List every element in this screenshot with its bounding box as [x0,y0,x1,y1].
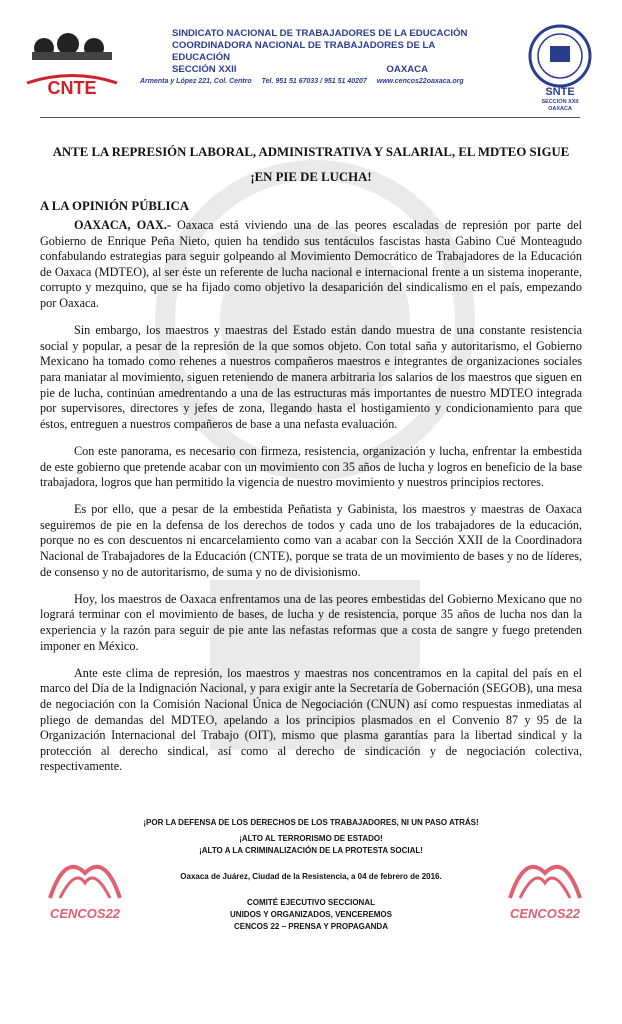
paragraph-6: Ante este clima de represión, los maestros y maestras nos concentramos en la capital del país en el marco del Día de la Indignación Nacional, y para exigir ante la Secretaría de Gobernación (SEGOB), una mesa de negociación con la Comisión Nacional Única de Negociación (CNUN) así como respuestas inmediatas al pliego de demandas del MDTEO, apelando a los principios plasmados en el Convenio 87 y 95 de la Organización Internacional del Trabajo (OIT), mismo que plasma garantías para la libertad sindical y la protección al derecho sindical, así como al derecho de sindicación y de negociación colectiva, respectivamente. [40,665,582,774]
snte-seal-state: OAXACA [548,106,572,112]
paragraph-2: Sin embargo, los maestros y maestras del Estado están dando muestra de una constante resistencia social y popular, a pesar de la represión de la que somos objeto. Con total saña y autoritarismo, el Gobierno Mexicano ha tomado como rehenes a nuestros compañeros maestros e integrantes de organizaciones sociales para maniatar al movimiento, siguen reteniendo de manera arbitraria los salarios de los maestros que siguen en pie de lucha, continúan amedrentando a una de las estructuras más importantes de nuestro MDTEO integrada por supervisores, directores y jefes de zona, llegando hasta el hostigamiento y condicionamiento para que éstos, entreguen a nuestros compañeros de base a una nefasta evaluación. [40,323,582,431]
section-line [172,64,428,76]
cencos-logo-right [490,848,600,928]
place-date: Oaxaca de Juárez, Ciudad de la Resistencia, a 04 de febrero de 2016. [180,872,442,881]
section-state: OAXACA [386,64,428,75]
signature-committee: COMITÉ EJECUTIVO SECCIONAL [246,898,375,907]
slogan-2: ¡ALTO AL TERRORISMO DE ESTADO! [239,834,383,843]
cnte-logo-text: CNTE [47,78,97,98]
paragraph-4: Es por ello, que a pesar de la embestida Peñatista y Gabinista, los maestros y maestras de Oaxaca seguiremos de pie en la defensa de los derechos de todos y cada uno de los trabajadores de la educación, porque no es con descuentos ni encarcelamiento como van a acabar con la Sección XXII de la Coordinadora Nacional de Trabajadores de la Educación (CNTE), porque se trata de un movimiento de bases y no de líderes, de consenso y no de autoritarismo, de suma y no de divisionismo. [40,502,582,579]
footer [0,818,622,1018]
snte-seal-text: SNTE [545,86,575,98]
slogan-3: ¡ALTO A LA CRIMINALIZACIÓN DE LA PROTESTA SOCIAL! [199,846,423,855]
coordinator-name: COORDINADORA NACIONAL DE TRABAJADORES DE LA EDUCACIÓN [172,40,435,63]
phone: Tel. 951 51 67033 / 951 51 40207 [261,78,367,85]
paragraph-1 [40,218,582,312]
salutation: A LA OPINIÓN PÚBLICA [40,199,189,213]
contact-line [140,78,510,85]
paragraph-1-text: Oaxaca está viviendo una de las peores escaladas de represión por parte del Gobierno de Enrique Peña Nieto, quien ha tendido sus tentáculos fascistas hasta Gabino Cué Monteagudo confabulando estrategias para seguir golpeando al Movimiento Democrático de Trabajadores de la Educación de Oaxaca (MDTEO), al ser éste un referente de lucha nacional e internacional frente a un sistema inoperante, corrupto y mezquino, que se ha fijado como objetivo la desaparición del sindicalismo en el país, empezando por Oaxaca. [40,218,582,310]
section-number: SECCIÓN XXII [172,64,237,75]
signature-motto: UNIDOS Y ORGANIZADOS, VENCEREMOS [230,910,392,919]
header-rule [40,117,580,118]
website: www.cencos22oaxaca.org [376,78,464,85]
headline: ANTE LA REPRESIÓN LABORAL, ADMINISTRATIVA Y SALARIAL, EL MDTEO SIGUE [52,145,570,159]
signature-press: CENCOS 22 – PRENSA Y PROPAGANDA [234,922,388,931]
paragraph-5: Hoy, los maestros de Oaxaca enfrentamos una de las peores embestidas del Gobierno Mexicano que no logrará terminar con el movimiento de bases, de lucha y de resistencia, porque 35 años de lucha nos dan la experiencia y la razón para seguir de pie ante las nefastas reformas que a costa de sangre y fuego pretenden imponer en México. [40,591,582,653]
snte-seal [520,22,600,112]
cencos-logo-left-text: CENCOS22 [49,906,121,921]
letterhead [0,0,622,120]
paragraph-3: Con este panorama, es necesario con firmeza, resistencia, organización y lucha, enfrentar la embestida de este gobierno que pretende acabar con un movimiento con 35 años de lucha y logros en beneficio de la base trabajadora, logros que han permitido la vigencia de nuestro movimiento y nuestros principios rectores. [40,443,582,490]
union-name: SINDICATO NACIONAL DE TRABAJADORES DE LA EDUCACIÓN [172,28,468,39]
dateline: OAXACA, OAX.- [74,218,171,232]
cencos-logo-left [30,848,140,928]
address: Armenta y López 221, Col. Centro [140,78,252,85]
cencos-logo-right-text: CENCOS22 [509,906,581,921]
headline-subtitle: ¡EN PIE DE LUCHA! [250,170,372,184]
letter-body [40,218,582,787]
snte-seal-section: SECCION XXII [541,99,579,105]
cnte-logo [22,28,122,98]
slogan-1: ¡POR LA DEFENSA DE LOS DERECHOS DE LOS TRABAJADORES, NI UN PASO ATRÁS! [143,818,479,827]
letterhead-titles [172,28,472,76]
